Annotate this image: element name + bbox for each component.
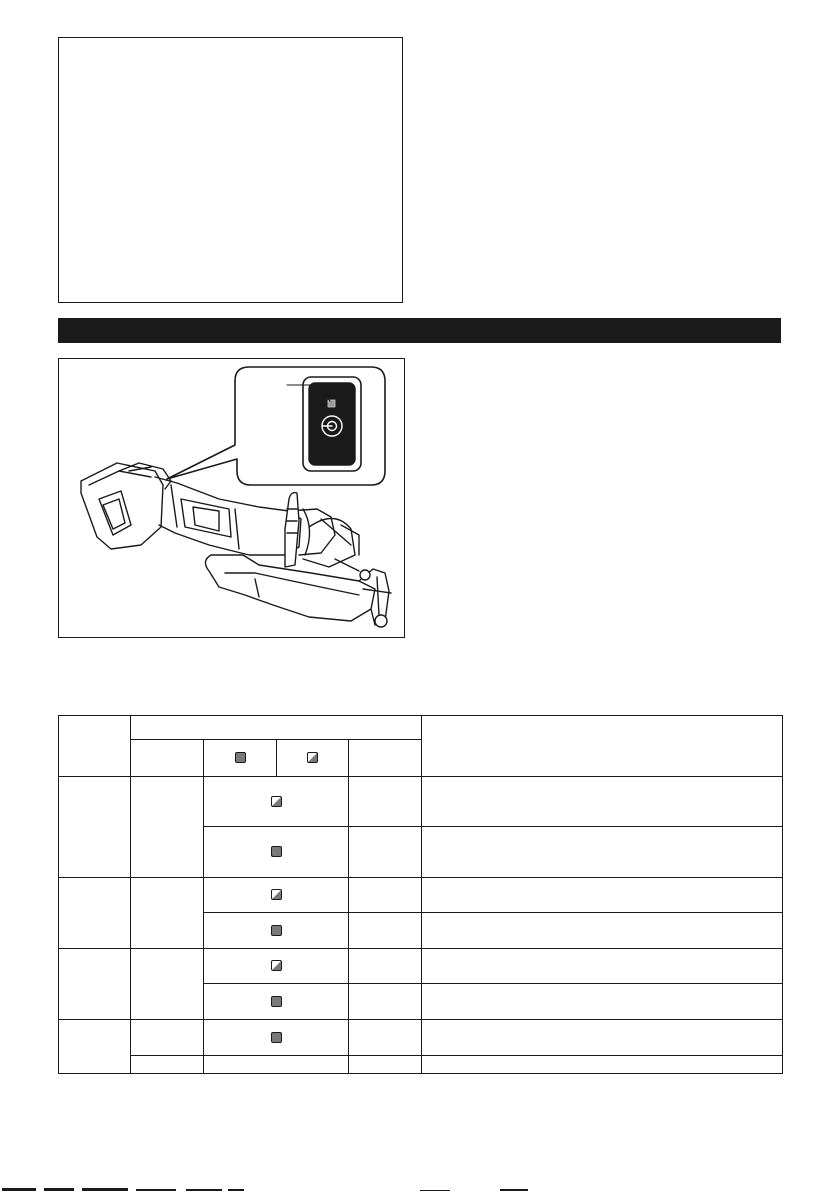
table-cell bbox=[131, 1020, 204, 1056]
table-cell bbox=[422, 777, 783, 827]
table-cell bbox=[204, 1056, 349, 1074]
lamp-on-icon bbox=[235, 752, 246, 763]
table-cell bbox=[204, 984, 349, 1020]
section-header-bar bbox=[58, 318, 781, 343]
lamp-blinking-icon bbox=[271, 796, 282, 807]
table-cell bbox=[349, 984, 422, 1020]
table-row bbox=[59, 777, 783, 827]
lamp-on-icon bbox=[271, 996, 282, 1007]
table-cell bbox=[204, 1020, 349, 1056]
table-cell bbox=[422, 984, 783, 1020]
table-cell bbox=[422, 878, 783, 913]
grinder-drawing bbox=[81, 463, 391, 627]
grinder-illustration bbox=[58, 358, 405, 638]
table-cell bbox=[349, 1020, 422, 1056]
table-cell bbox=[59, 1020, 131, 1074]
power-button-icon bbox=[322, 416, 342, 436]
indicator-status-table bbox=[58, 715, 783, 1074]
table-cell bbox=[422, 913, 783, 949]
table-header-cell bbox=[204, 740, 277, 777]
table-cell bbox=[131, 949, 204, 1020]
indicator-lamp-icon bbox=[328, 400, 335, 407]
lamp-blinking-icon bbox=[271, 889, 282, 900]
table-header-cell bbox=[131, 716, 422, 740]
table-header-cell bbox=[131, 740, 204, 777]
table-cell bbox=[349, 1056, 422, 1074]
table-row bbox=[59, 1056, 783, 1074]
table-header-cell bbox=[349, 740, 422, 777]
table-cell bbox=[131, 777, 204, 878]
table-cell bbox=[59, 777, 131, 878]
table-cell bbox=[349, 878, 422, 913]
switch-panel-inset bbox=[167, 367, 385, 485]
table-cell bbox=[204, 827, 349, 878]
cut-off-text-line bbox=[0, 1186, 840, 1192]
table-cell bbox=[131, 1056, 204, 1074]
table-row bbox=[59, 878, 783, 913]
table-cell bbox=[59, 878, 131, 949]
lamp-on-icon bbox=[271, 846, 282, 857]
table-cell bbox=[349, 827, 422, 878]
table-cell bbox=[349, 777, 422, 827]
table-header-cell bbox=[59, 716, 131, 777]
table-header-cell bbox=[277, 740, 349, 777]
table-cell bbox=[204, 949, 349, 984]
lamp-on-icon bbox=[271, 1032, 282, 1043]
table-cell bbox=[349, 913, 422, 949]
lamp-blinking-icon bbox=[271, 960, 282, 971]
lamp-on-icon bbox=[271, 925, 282, 936]
table-row bbox=[59, 1020, 783, 1056]
table-cell bbox=[59, 949, 131, 1020]
table-header-cell bbox=[422, 716, 783, 777]
table-cell bbox=[131, 878, 204, 949]
note-box bbox=[58, 37, 403, 303]
table-cell bbox=[349, 949, 422, 984]
lamp-blinking-icon bbox=[307, 752, 318, 763]
table-cell bbox=[204, 913, 349, 949]
table-cell bbox=[422, 1056, 783, 1074]
table-cell bbox=[422, 827, 783, 878]
table-cell bbox=[422, 1020, 783, 1056]
table-cell bbox=[204, 777, 349, 827]
table-row bbox=[59, 949, 783, 984]
table-cell bbox=[422, 949, 783, 984]
table-cell bbox=[204, 878, 349, 913]
